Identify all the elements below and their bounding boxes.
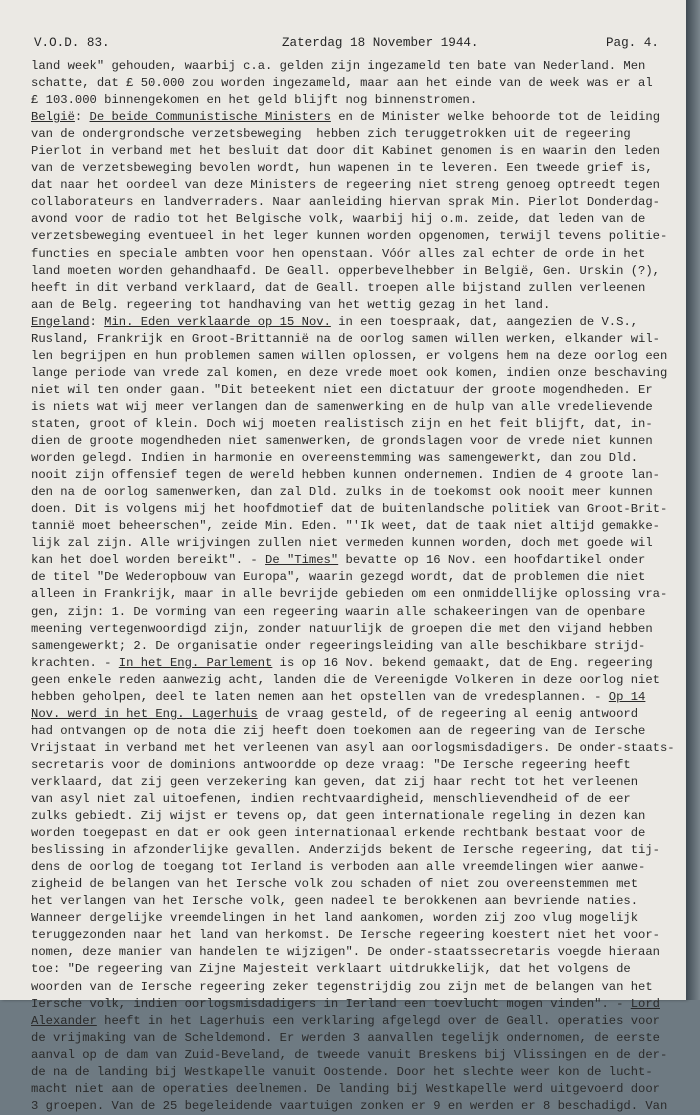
text-segment: teruggezonden naar het land van herkomst. De Iersche regeering koestert niet het voor- (31, 928, 660, 943)
text-line (31, 75, 675, 92)
text-line (31, 450, 675, 467)
text-segment: land moeten worden gehandhaafd. De Geall. opperbevelhebber in België, Gen. Urskin (?), (31, 263, 660, 278)
text-segment: is op 16 Nov. bekend gemaakt, dat de Eng. regeering (272, 655, 653, 670)
text-segment: de vraag gesteld, of de regeering al eenig antwoord (257, 706, 639, 721)
text-line (31, 672, 675, 689)
text-line (31, 740, 675, 757)
text-segment: van asyl niet zal uitoefenen, indien rechtvaardigheid, menschlievendheid of de eer (31, 792, 631, 807)
text-line (31, 689, 675, 706)
text-segment: Vrijstaat in verband met het verleenen van asyl aan oorlogsmisdadigers. De onder-staats- (31, 740, 675, 755)
text-line (31, 297, 675, 314)
text-segment: £ 103.000 binnengekomen en het geld blijft nog binnenstromen. (31, 93, 478, 108)
text-line (31, 569, 675, 586)
text-segment: tannië moet beheerschen", zeide Min. Eden. "'Ik weet, dat de taak niet altijd gemakke- (31, 519, 660, 534)
text-segment: avond voor de radio tot het Belgische volk, waarbij hij o.m. zeide, dat leden van de (31, 212, 646, 227)
text-segment: Wanneer dergelijke vreemdelingen in het land aankomen, worden zij zoo vlug mogelijk (31, 911, 639, 926)
text-segment: Rusland, Frankrijk en Groot-Brittannië na de oorlog samen willen werken, elkander wil- (31, 331, 660, 346)
text-segment: functies en speciale ambten voor hen openstaan. Vóór alles zal echter de orde in het (31, 246, 646, 261)
page-date: Zaterdag 18 November 1944. (282, 36, 479, 50)
text-segment: hebben geholpen, deel te laten nemen aan het opstellen van de vredesplannen. - (31, 689, 609, 704)
text-segment: samengewerkt; 2. De organisatie onder regeeringsleiding van alle beschikbare strijd- (31, 638, 646, 653)
underlined-heading: De beide Communistische Ministers (89, 110, 331, 125)
text-line (31, 552, 675, 569)
text-segment: niet wil ten onder gaan. "Dit beteekent niet een dictatuur der groote mogendheden. Er (31, 382, 653, 397)
text-line (31, 399, 675, 416)
text-line (31, 92, 675, 109)
text-line (31, 621, 675, 638)
text-segment: 3 groepen. Van de 25 begeleidende vaartuigen zonken er 9 en werden er 8 beschadigd. Van (31, 1098, 668, 1113)
text-line (31, 314, 675, 331)
text-segment: het verlangen van het Iersche volk, geen nadeel te berokkenen aan bevriende naties. (31, 894, 639, 909)
text-segment: len begrijpen en hun problemen samen willen oplossen, er volgens hem na deze oorlog een (31, 348, 668, 363)
text-line (31, 944, 675, 961)
text-segment: aan de Belg. regeering tot handhaving van het wettig gezag in het land. (31, 297, 551, 312)
text-line (31, 280, 675, 297)
text-segment: secretaris voor de dominions antwoordde op deze vraag: "De Iersche regeering heeft (31, 757, 631, 772)
text-segment: collaborateurs en landverraders. Naar aanleiding hiervan sprak Min. Pierlot Donderdag- (31, 195, 660, 210)
text-segment: woorden van de Iersche regeering zeker tegenstrijdig zou zijn met de belangen van het (31, 979, 653, 994)
text-segment: en de Minister welke behoorde tot de leiding (330, 110, 661, 125)
underlined-heading: Nov. werd in het Eng. Lagerhuis (31, 706, 258, 721)
text-line (31, 723, 675, 740)
underlined-heading: Alexander (31, 1013, 97, 1028)
underlined-heading: Lord (630, 996, 660, 1011)
text-line (31, 979, 675, 996)
text-segment: schatte, dat £ 50.000 zou worden ingezameld, maar aan het einde van de week was er al (31, 76, 653, 91)
text-segment: verklaard, dat zij geen verzekering kan geven, dat zij haar recht tot het verleenen (31, 774, 639, 789)
text-line (31, 211, 675, 228)
text-segment: dens de oorlog de toegang tot Ierland is verboden aan alle vreemdelingen wier aanwe- (31, 860, 646, 875)
text-segment: is niets wat wij meer verlangen dan de samenwerking en de hulp van alle vredelievende (31, 399, 653, 414)
text-segment: den na de oorlog samenwerken, dan zal Dld. zulks in de toekomst ook nooit meer kunnen (31, 485, 653, 500)
text-line (31, 1064, 675, 1081)
text-line (31, 501, 675, 518)
text-line (31, 1013, 675, 1030)
page-header (30, 36, 670, 54)
text-line (31, 109, 675, 126)
text-segment: heeft in het Lagerhuis een verklaring afgelegd over de Geall. operaties voor (96, 1013, 660, 1028)
text-line (31, 177, 675, 194)
text-segment: lange periode van vrede zal komen, en deze vrede moet ook komen, indien onze beschaving (31, 365, 668, 380)
text-line (31, 126, 675, 143)
text-line (31, 996, 675, 1013)
text-line (31, 808, 675, 825)
text-segment: in een toespraak, dat, aangezien de V.S., (330, 314, 639, 329)
text-line (31, 1098, 675, 1115)
text-segment: geen enkele reden aanwezig acht, landen die de Vereenigde Volkeren in deze oorlog niet (31, 672, 660, 687)
text-segment: dien de groote mogendheden niet samenwerken, de grondslagen voor de vrede niet kunnen (31, 434, 653, 449)
text-segment: van de verzetsbeweging bevolen wordt, hun wapenen in te leveren. Een tweede grief is, (31, 161, 653, 176)
text-line (31, 893, 675, 910)
text-line (31, 638, 675, 655)
underlined-heading: Op 14 (608, 689, 646, 704)
underlined-heading: Engeland (31, 314, 90, 329)
text-segment: worden gelegd. Indien in harmonie en overeenstemming was samengewerkt, dan zou Dld. (31, 451, 639, 466)
text-line (31, 961, 675, 978)
text-segment: Iersche volk, indien oorlogsmisdadigers in Ierland een toevlucht mogen vinden". - (31, 996, 631, 1011)
text-segment: zulks gebiedt. Zij wijst er tevens op, dat geen internationale regeling in dezen kan (31, 809, 646, 824)
text-segment: land week" gehouden, waarbij c.a. gelden zijn ingezameld ten bate van Nederland. Men (31, 59, 646, 73)
text-line (31, 859, 675, 876)
text-segment: staten, groot of klein. Doch wij moeten realistisch zijn en het feit blijft, dat, in- (31, 416, 653, 431)
text-segment: Pierlot in verband met het besluit dat door dit Kabinet genomen is en waarin den leden (31, 144, 660, 159)
page-edge-shadow (686, 0, 700, 1000)
text-segment: nomen, deze manier van handelen te wijzigen". De onder-staatssecretaris voegde hieraan (31, 945, 660, 960)
text-line (31, 382, 675, 399)
text-line (31, 535, 675, 552)
text-line (31, 586, 675, 603)
text-segment: toe: "De regeering van Zijne Majesteit verklaart uitdrukkelijk, dat het volgens de (31, 962, 631, 977)
bulletin-number: V.O.D. 83. (34, 36, 110, 50)
text-segment: lijk zal zijn. Alle wrijvingen zullen niet vermeden kunnen worden, doch met goede wil (31, 536, 653, 551)
text-segment: : (74, 110, 90, 125)
text-segment: kan het doel worden bereikt". - (31, 553, 266, 568)
text-line (31, 433, 675, 450)
text-line (31, 1047, 675, 1064)
text-segment: krachten. - (31, 655, 119, 670)
text-line (31, 706, 675, 723)
text-line (31, 910, 675, 927)
text-segment: worden toegepast en dat er ook geen internationaal erkende rechtbank bestaat voor de (31, 826, 646, 841)
text-line (31, 331, 675, 348)
text-segment: dat naar het oordeel van deze Ministers de regeering niet streng genoeg optreedt tegen (31, 178, 660, 193)
underlined-heading: België (31, 110, 75, 125)
text-segment: de titel "De Wederopbouw van Europa", waarin gezegd wordt, dat de problemen die niet (31, 570, 646, 585)
text-line (31, 246, 675, 263)
text-segment: heeft in dit verband verklaard, dat de Geall. troepen alle bijstand zullen verleenen (31, 280, 646, 295)
text-line (31, 348, 675, 365)
text-segment: de na de landing bij Westkapelle vanuit Oostende. Door het slechte weer kon de lucht- (31, 1064, 653, 1079)
text-line (31, 1030, 675, 1047)
text-line (31, 655, 675, 672)
text-line (31, 791, 675, 808)
text-segment: de vrijmaking van de Scheldemond. Er werden 3 aanvallen tegelijk ondernomen, de eerste (31, 1030, 660, 1045)
underlined-heading: Min. Eden verklaarde op 15 Nov. (104, 314, 331, 329)
text-line (31, 842, 675, 859)
text-line (31, 416, 675, 433)
text-segment: doen. Dit is volgens mij het hoofdmotief dat de buitenlandsche politiek van Groot-Brit- (31, 502, 668, 517)
text-line (31, 757, 675, 774)
text-line (31, 160, 675, 177)
text-line (31, 825, 675, 842)
text-line (31, 365, 675, 382)
text-line (31, 58, 675, 75)
text-segment: macht niet aan de operaties deelnemen. De landing bij Westkapelle werd uitgevoerd door (31, 1081, 660, 1096)
page-number: Pag. 4. (606, 36, 659, 50)
text-segment: verzetsbeweging eventueel in het leger kunnen worden opgenomen, terwijl tevens politie- (31, 229, 668, 244)
text-line (31, 876, 675, 893)
underlined-heading: De "Times" (265, 553, 339, 568)
text-segment: : (89, 314, 105, 329)
text-line (31, 927, 675, 944)
text-line (31, 143, 675, 160)
text-line (31, 774, 675, 791)
text-line (31, 518, 675, 535)
text-line (31, 1081, 675, 1098)
text-segment: van de ondergrondsche verzetsbeweging hebben zich teruggetrokken uit de regeering (31, 127, 631, 142)
text-segment: beslissing in afzonderlijke gevallen. Anderzijds bekent de Iersche regeering, dat tij- (31, 843, 660, 858)
text-segment: zigheid de belangen van het Iersche volk zou schaden of niet zou overeenstemmen met (31, 877, 639, 892)
text-segment: alleen in Frankrijk, maar in alle bevrijde gebieden om een onmiddellijke oplossing vra- (31, 587, 668, 602)
text-line (31, 604, 675, 621)
text-line (31, 467, 675, 484)
text-line (31, 263, 675, 280)
text-segment: had ontvangen op de nota die zij heeft doen toekomen aan de regeering van de Iersche (31, 723, 646, 738)
text-segment: nooit zijn offensief tegen de wereld hebben kunnen ondernemen. Indien de 4 groote lan- (31, 468, 660, 483)
text-line (31, 484, 675, 501)
text-segment: gen, zijn: 1. De vorming van een regeering waarin alle schakeeringen van de openbare (31, 604, 646, 619)
text-line (31, 194, 675, 211)
text-segment: bevatte op 16 Nov. een hoofdartikel onder (338, 553, 646, 568)
text-segment: meening vertegenwoordigd zijn, zonder natuurlijk de groepen die met den vijand hebben (31, 621, 653, 636)
text-line (31, 228, 675, 245)
underlined-heading: In het Eng. Parlement (118, 655, 273, 670)
text-segment: aanval op de dam van Zuid-Beveland, de tweede vanuit Breskens bij Vlissingen en de der- (31, 1047, 668, 1062)
document-body (31, 58, 675, 1115)
